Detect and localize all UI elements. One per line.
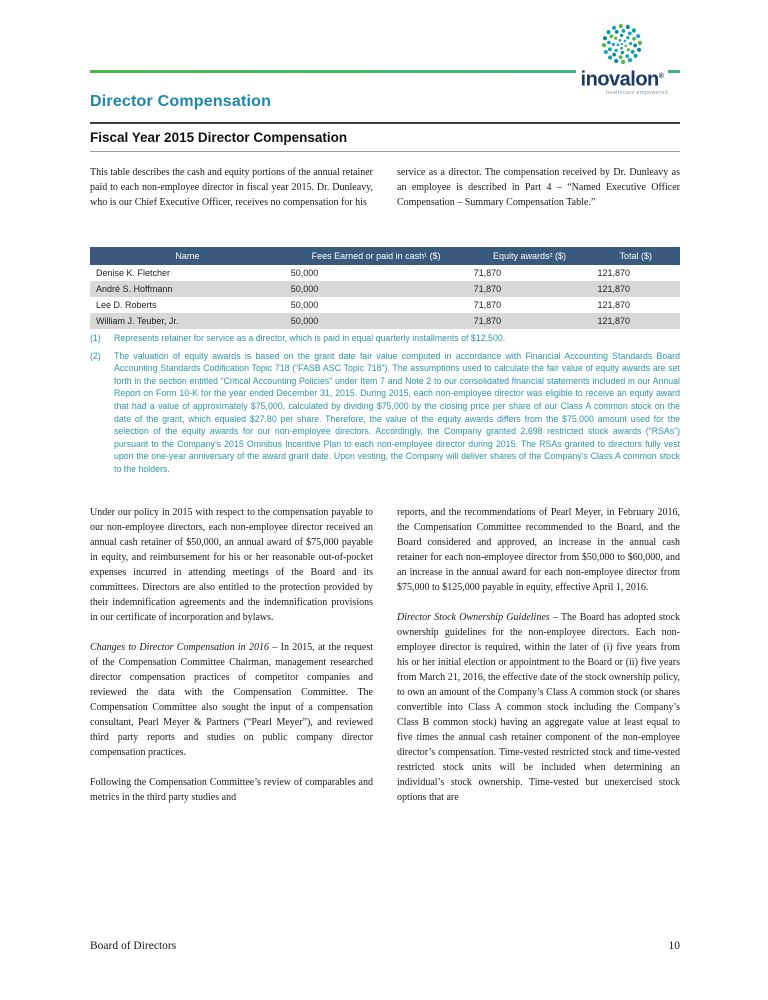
logo-tagline: healthcare empowered — [606, 89, 668, 96]
subsection-title: Fiscal Year 2015 Director Compensation — [90, 130, 348, 145]
inovalon-logo-icon — [576, 22, 668, 66]
cell-fees: 50,000 — [290, 316, 319, 326]
body-right-column — [397, 505, 680, 820]
footer-section-label: Board of Directors — [90, 940, 177, 952]
cell-fees: 50,000 — [290, 284, 319, 294]
column-header-equity: Equity awards² ($) — [468, 247, 592, 265]
table-row — [90, 313, 680, 329]
page-number: 10 — [668, 940, 680, 952]
cell-equity: 71,870 — [473, 284, 502, 294]
footnote-1 — [90, 332, 680, 345]
cell-fees: 50,000 — [290, 300, 319, 310]
footnote-text: Represents retainer for service as a director, which is paid in equal quarterly installments of $12,500. — [114, 333, 506, 343]
body-paragraph — [90, 505, 373, 625]
body-paragraph — [90, 640, 373, 760]
column-header-name: Name — [90, 247, 285, 265]
cell-total: 121,870 — [597, 316, 631, 326]
subsection-rule-bottom — [90, 151, 680, 152]
paragraph-text: reports, and the recommendations of Pearl Meyer, in February 2016, the Compensation Committee recommended to the Board, and the Board considered and approved, an increase in the annual cash retainer for each non-employee director from $50,000 to $60,000, and an increase in the annual award for each non-employee director from $75,000 to $125,000 payable in equity, effective April 1, 2016. — [397, 507, 680, 593]
paragraph-text: – In 2015, at the request of the Compensation Committee Chairman, management researched director compensation practices of competitor companies and reviewed the data with the Compensation Committee. The Compensation Committee also sought the input of a compensation consultant, Pearl Meyer & Partners (“Pearl Meyer”), and reviewed third party reports and studies on public company director compensation practices. — [90, 642, 374, 758]
table-footnotes — [90, 332, 680, 481]
paragraph-lead: Director Stock Ownership Guidelines — [397, 612, 550, 623]
footnote-text: The valuation of equity awards is based on the grant date fair value computed in accordance with Financial Accounting Standards Board Accounting Standards Codification Topic 718 (“FASB ASC Topic 718”). The assumptions used to calculate the fair value of equity awards are set forth in the section entitled “Critical Accounting Policies” under Item 7 and Note 2 to our consolidated financial statements included in our Annual Report on Form 10-K for the year ended December 31, 2015. During 2015, each non-employee director was eligible to receive an equity award that had a value of approximately $75,000, calculated by dividing $75,000 by the closing price per share of our Class A common stock on the date of the grant, which equaled $27.80 per share. Therefore, the value of the equity awards differs from the $75,000 amount used for the selection of the equity awards for our non-employee directors. Accordingly, the Company granted 2,698 restricted stock awards (“RSAs”) pursuant to the Company’s 2015 Omnibus Incentive Plan to each non-employee director during 2015. The RSAs granted to directors fully vest upon the one-year anniversary of the award grant date. Upon vesting, the Company will deliver shares of the Company’s Class A common stock to the holders. — [114, 350, 680, 474]
cell-director-name: André S. Hoffmann — [96, 284, 173, 294]
footnote-number: (2) — [90, 350, 101, 361]
cell-equity: 71,870 — [473, 300, 502, 310]
cell-fees: 50,000 — [290, 268, 319, 278]
intro-right-column: service as a director. The compensation received by Dr. Dunleavy as an employee is described in Part 4 – “Named Executive Officer Compensation – Summary Compensation Table.” — [397, 167, 680, 208]
page-title: Director Compensation — [90, 93, 272, 110]
paragraph-text: – The Board has adopted stock ownership guidelines for the non-employee directors. Each non-employee director is required, within the later of (i) five years from his or her initial election or appointment to the Board or (ii) five years from March 21, 2016, the effective date of the stock ownership policy, to own an amount of the Company’s Class A common stock (or shares convertible into Class A common stock including the Company’s Class B common stock) having an aggregate value at least equal to five times the annual cash retainer component of the non-employee director’s compensation. Time-vested restricted stock and time-vested restricted stock units will be included when determining an individual’s stock ownership. Time-vested but unexercised stock options that are — [397, 612, 680, 803]
footnote-2 — [90, 350, 680, 476]
body-text — [90, 505, 680, 820]
table-row — [90, 297, 680, 313]
table-row — [90, 265, 680, 281]
paragraph-text: Following the Compensation Committee’s review of comparables and metrics in the third party studies and — [90, 777, 373, 803]
cell-director-name: Denise K. Fletcher — [96, 268, 171, 278]
column-header-total: Total ($) — [591, 247, 680, 265]
paragraph-text: Under our policy in 2015 with respect to the compensation payable to our non-employee directors, each non-employee director received an annual cash retainer of $50,000, an annual award of $75,000 payable in equity, and reimbursement for his or her reasonable out-of-pocket expenses incurred in attending meetings of the Board and its committees. Directors are also entitled to the protection provided by their indemnification agreements and the indemnification provisions in our certificate of incorporation and bylaws. — [90, 507, 373, 623]
intro-left-column: This table describes the cash and equity portions of the annual retainer paid to each non-employee director in fiscal year 2015. Dr. Dunleavy, who is our Chief Executive Officer, receives no compensation for his — [90, 167, 373, 208]
page-footer — [90, 940, 680, 952]
registered-mark: ® — [658, 73, 664, 80]
director-compensation-table — [90, 247, 680, 329]
inovalon-logo — [576, 22, 668, 96]
table-header-row — [90, 247, 680, 265]
footnote-number: (1) — [90, 333, 101, 343]
subsection-header — [90, 122, 680, 152]
logo-wordmark: inovalon® — [580, 68, 664, 91]
cell-director-name: William J. Teuber, Jr. — [96, 316, 179, 326]
cell-director-name: Lee D. Roberts — [96, 300, 157, 310]
body-paragraph — [90, 775, 373, 805]
paragraph-lead: Changes to Director Compensation in 2016 — [90, 642, 269, 653]
intro-paragraphs — [90, 165, 680, 210]
cell-total: 121,870 — [597, 284, 631, 294]
body-paragraph — [397, 610, 680, 805]
body-left-column — [90, 505, 373, 820]
table-row — [90, 281, 680, 297]
column-header-fees: Fees Earned or paid in cash¹ ($) — [285, 247, 468, 265]
cell-total: 121,870 — [597, 268, 631, 278]
body-paragraph — [397, 505, 680, 595]
cell-equity: 71,870 — [473, 316, 502, 326]
cell-total: 121,870 — [597, 300, 631, 310]
cell-equity: 71,870 — [473, 268, 502, 278]
